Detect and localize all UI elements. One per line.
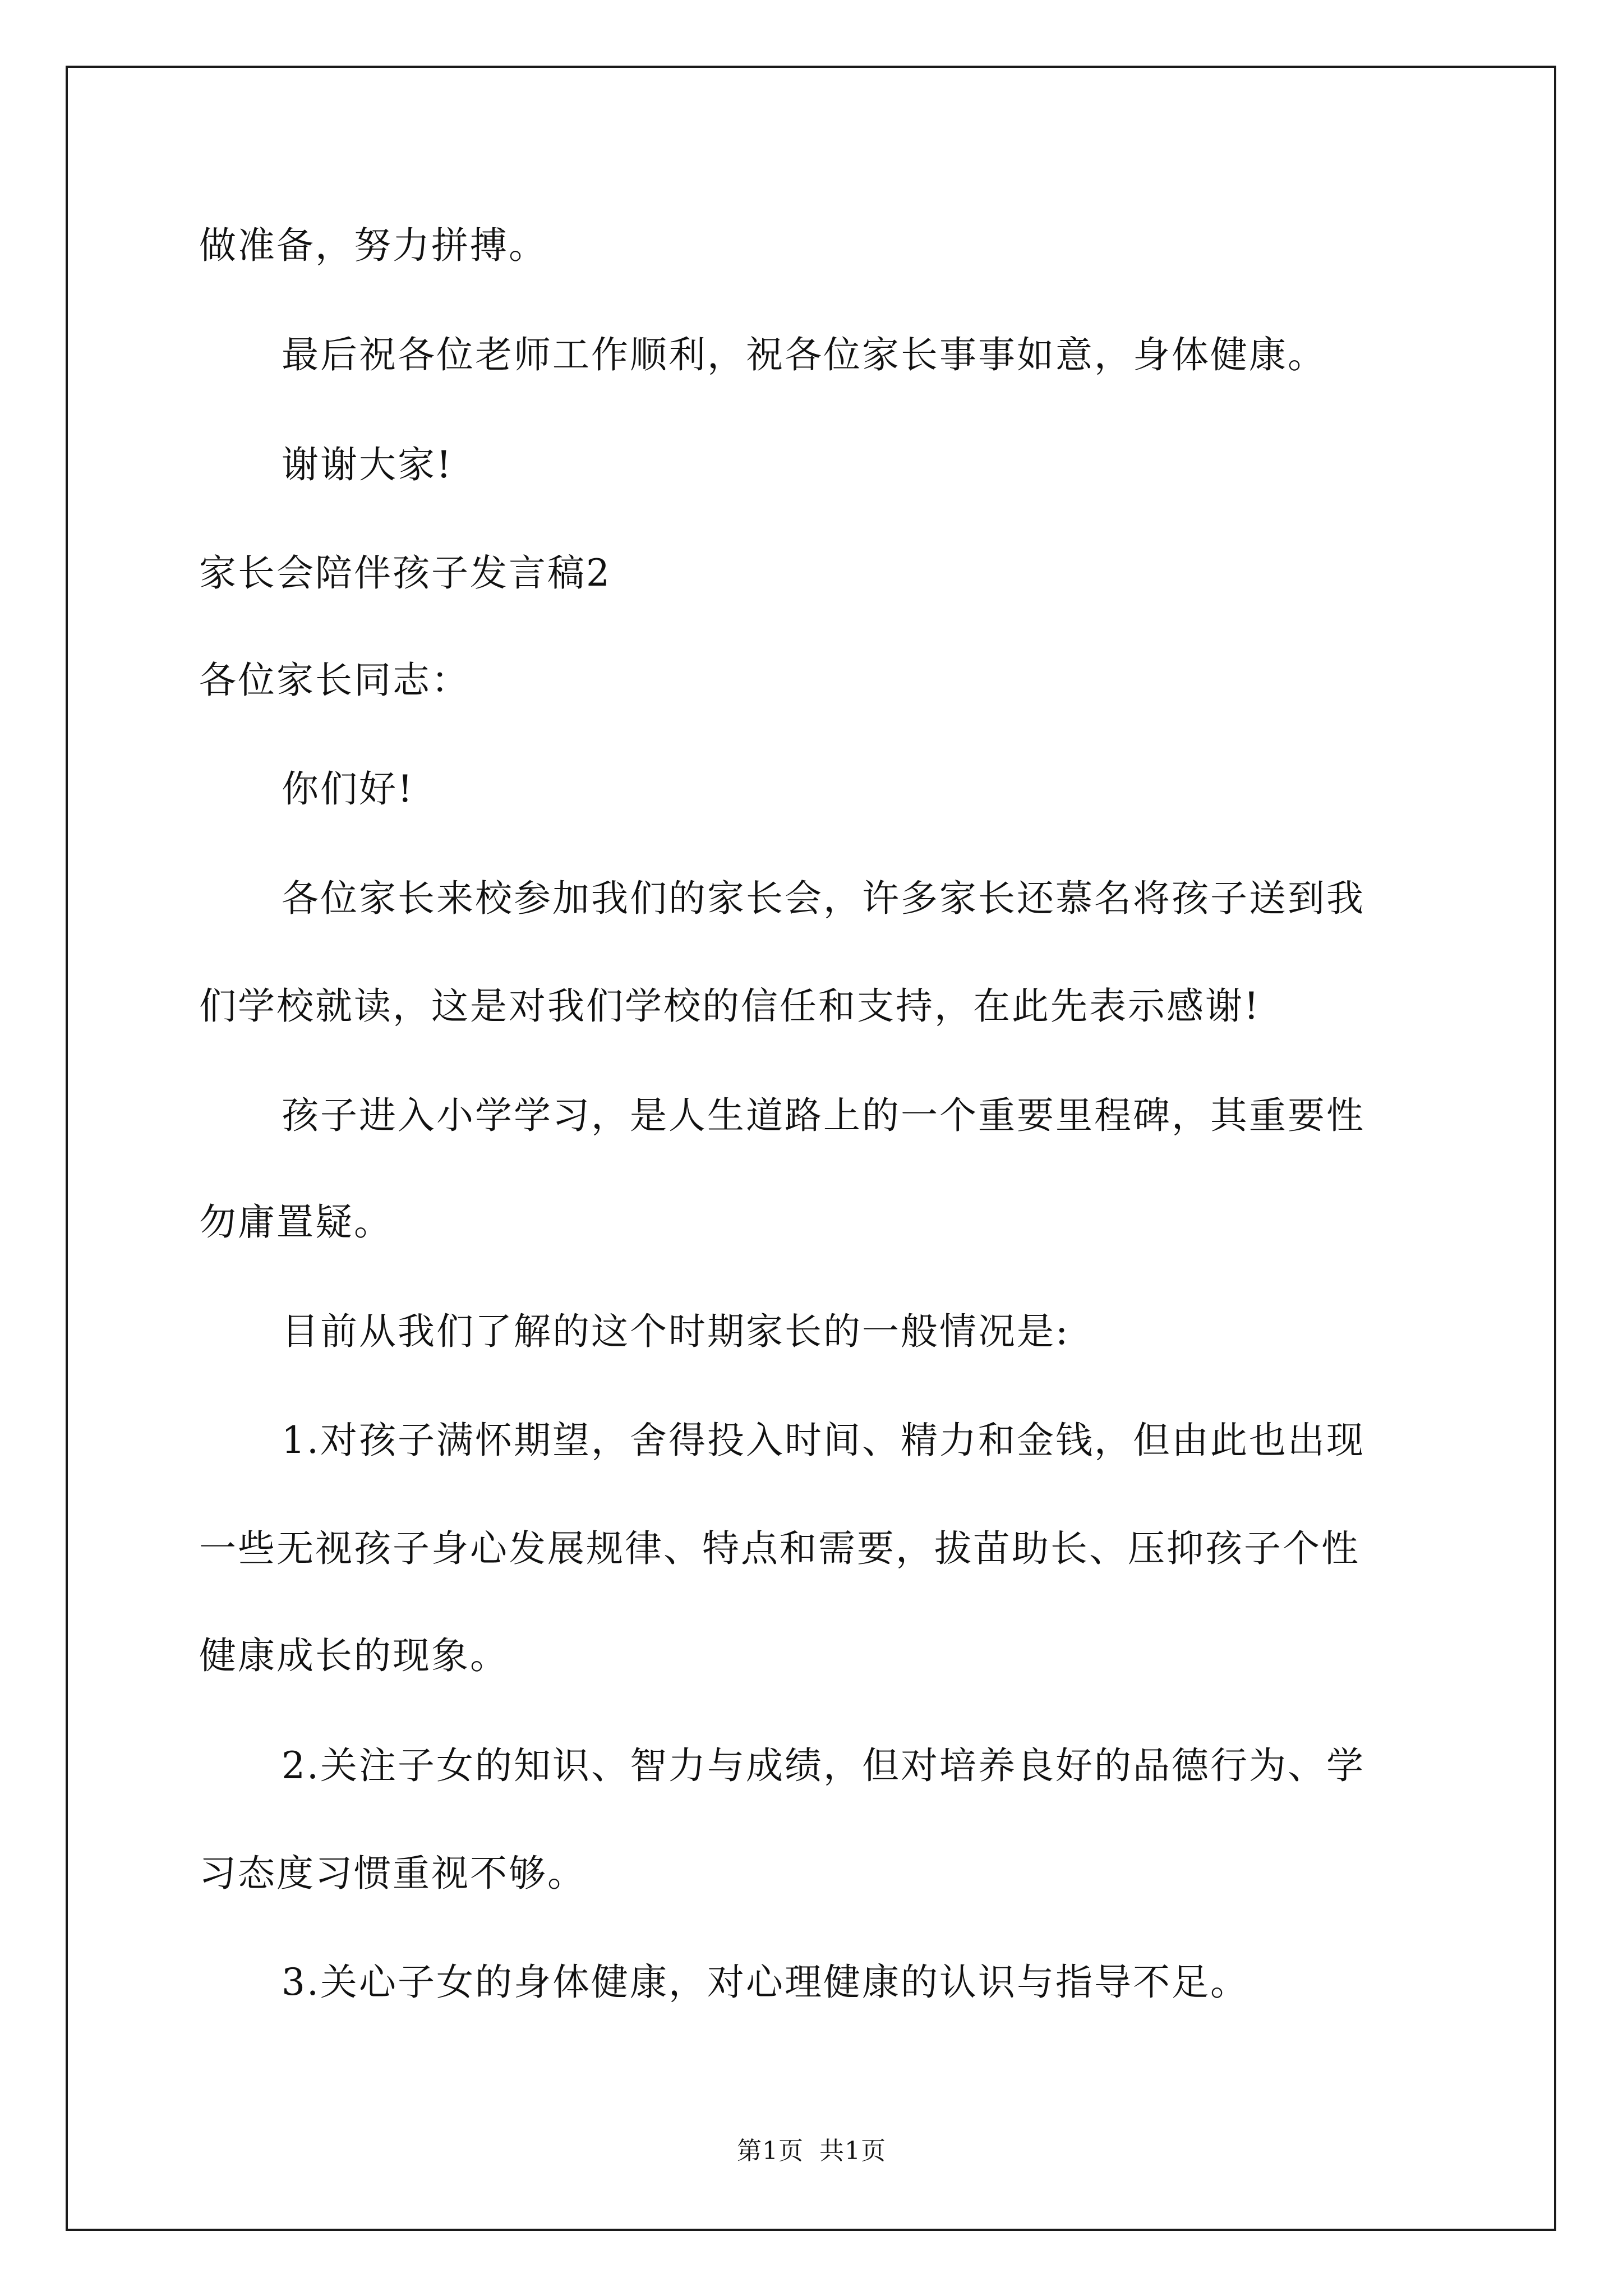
paragraph-line: 做准备，努力拼搏。 — [199, 224, 547, 267]
paragraph-line: 最后祝各位老师工作顺利，祝各位家长事事如意，身体健康。 — [282, 333, 1326, 376]
salutation: 各位家长同志： — [199, 659, 470, 702]
paragraph-line: 目前从我们了解的这个时期家长的一般情况是: — [282, 1310, 1070, 1353]
page-border — [66, 66, 1556, 2231]
paragraph-line: 们学校就读，这是对我们学校的信任和支持，在此先表示感谢! — [199, 984, 1261, 1028]
list-item-line: 2.关注子女的知识、智力与成绩，但对培养良好的品德行为、学 — [282, 1744, 1365, 1787]
page-footer — [0, 2134, 1623, 2168]
list-item-line: 1.对孩子满怀期望，舍得投入时间、精力和金钱，但由此也出现 — [282, 1419, 1365, 1462]
list-item-line: 一些无视孩子身心发展规律、特点和需要，拔苗助长、压抑孩子个性 — [199, 1527, 1360, 1570]
paragraph-line: 勿庸置疑。 — [199, 1200, 393, 1244]
list-item-line: 习态度习惯重视不够。 — [199, 1852, 586, 1895]
paragraph-line: 各位家长来校参加我们的家长会，许多家长还慕名将孩子送到我 — [282, 877, 1365, 920]
paragraph-line: 你们好! — [282, 767, 414, 811]
page-number: 第1页 — [737, 2137, 804, 2165]
list-item-line: 健康成长的现象。 — [199, 1634, 509, 1677]
section-heading: 家长会陪伴孩子发言稿2 — [199, 551, 611, 595]
list-item-line: 3.关心子女的身体健康，对心理健康的认识与指导不足。 — [282, 1961, 1249, 2004]
paragraph-line: 孩子进入小学学习，是人生道路上的一个重要里程碑，其重要性 — [282, 1094, 1365, 1137]
page-total: 共1页 — [819, 2137, 886, 2165]
paragraph-line: 谢谢大家! — [282, 443, 453, 486]
